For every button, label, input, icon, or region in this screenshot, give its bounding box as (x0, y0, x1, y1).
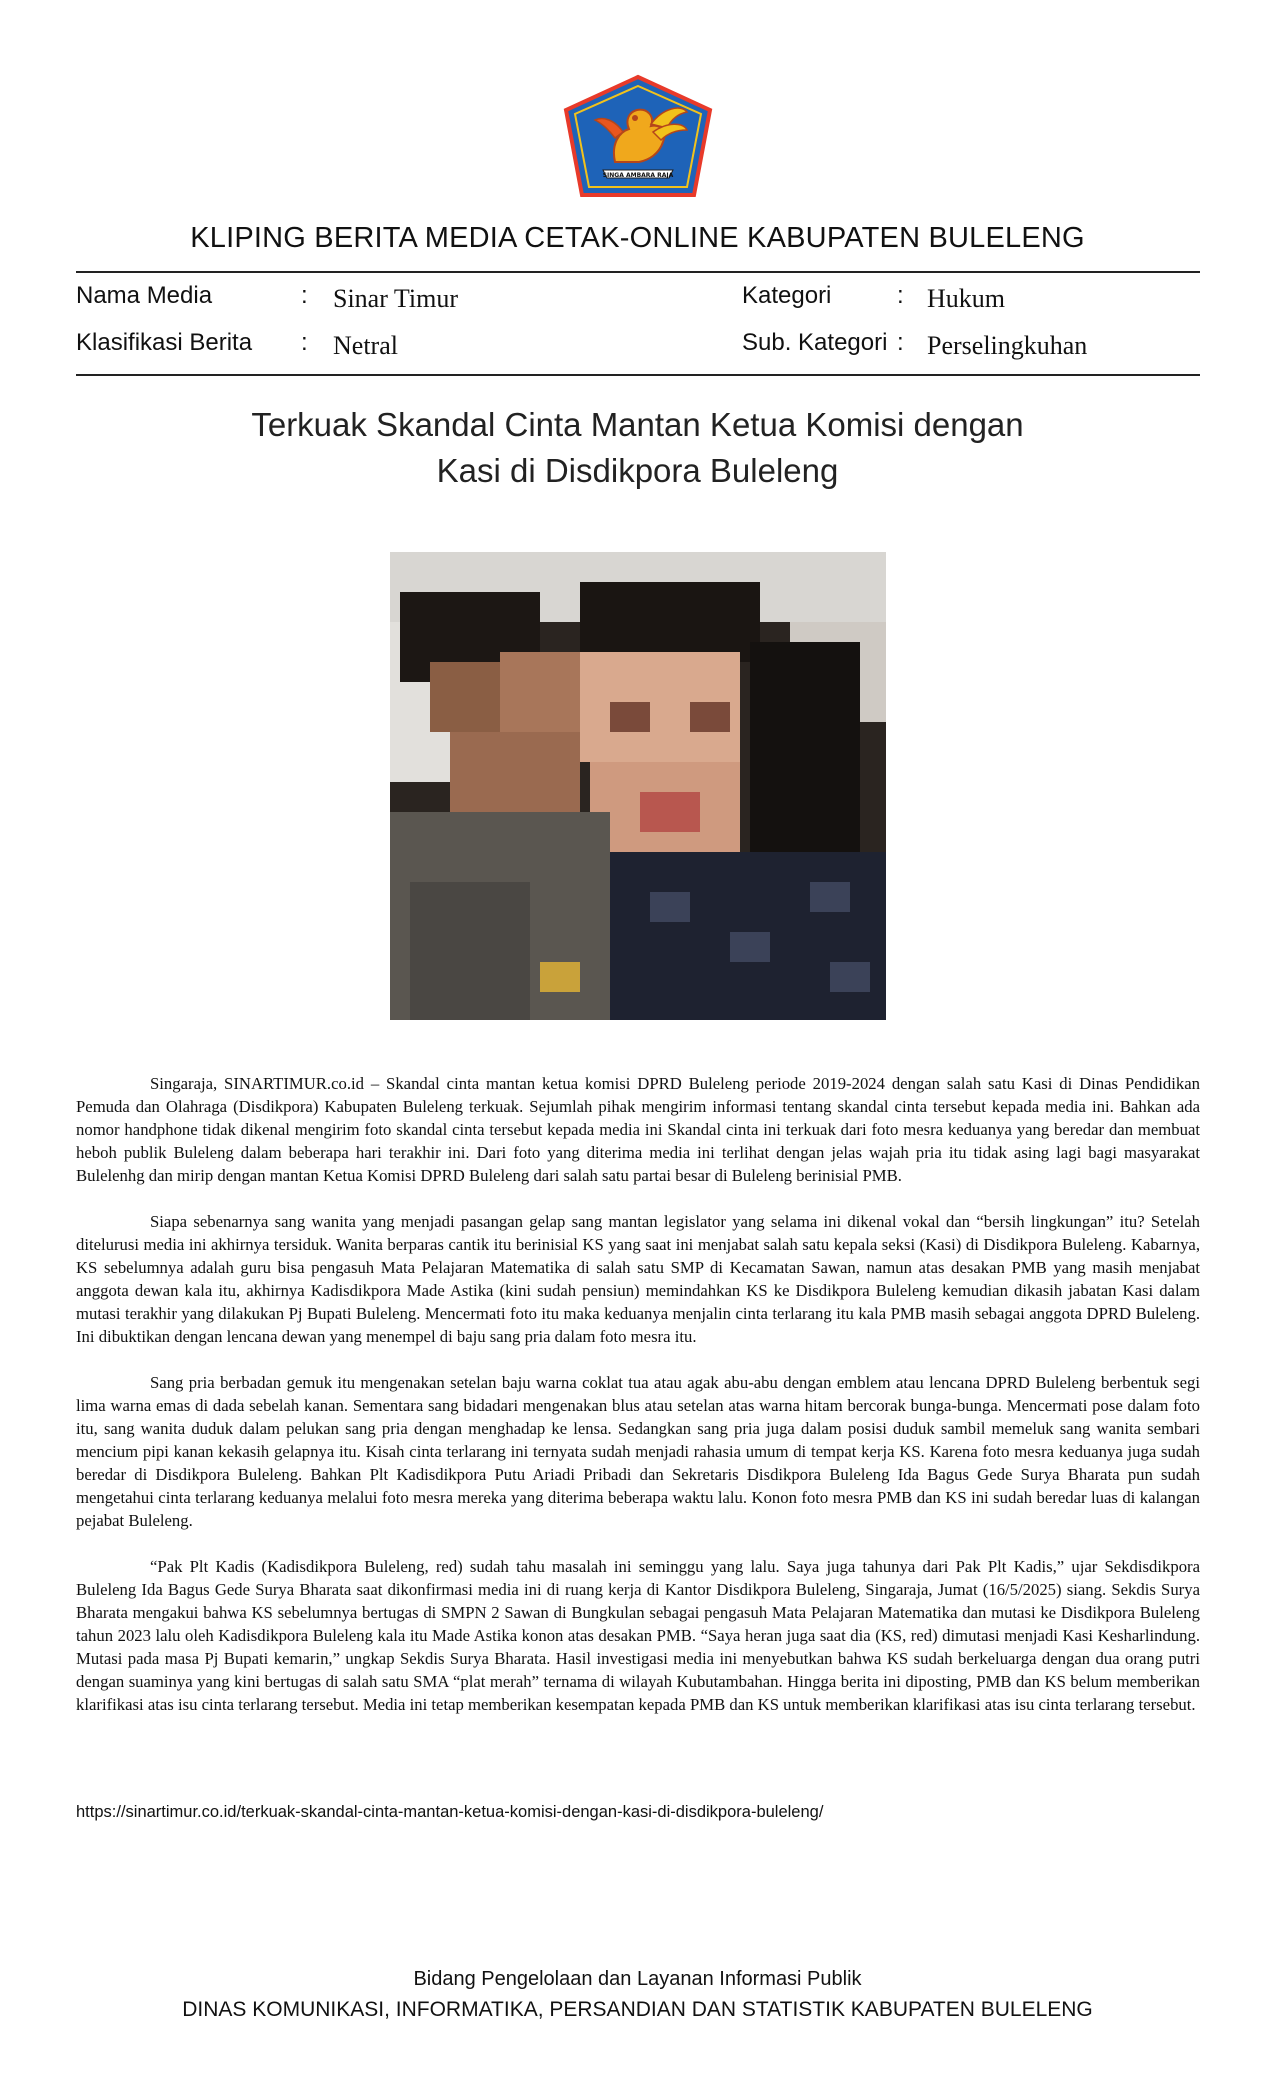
divider-bottom (76, 374, 1200, 376)
subkategori-value: Perselingkuhan (927, 331, 1088, 360)
meta-row-subkategori (742, 329, 1200, 363)
headline (0, 402, 1275, 494)
pixelated-photo (390, 552, 886, 1020)
article-body (76, 1072, 1200, 1739)
kategori-value: Hukum (927, 284, 1005, 313)
colon: : (897, 282, 904, 309)
meta-row-kategori (742, 282, 1200, 316)
article-paragraph: Sang pria berbadan gemuk itu mengenakan setelan baju warna coklat tua atau agak abu-abu dengan emblem atau lencana DPRD Buleleng berbentuk segi lima warna emas di dada sebelah kanan. Sementara sang bidadari mengenakan blus atau setelan atas warna hitam bercorak bunga-bunga. Mencermati pose dalam foto itu, sang wanita duduk dalam pelukan sang pria dengan menghadap ke lensa. Sedangkan sang pria juga dalam posisi duduk sambil memeluk sang wanita sembari mencium pipi kanan kekasih gelapnya itu. Kisah cinta terlarang ini ternyata sudah menjadi rahasia umum di tempat kerja KS. Karena foto mesra keduanya juga sudah beredar di Disdikpora Buleleng. Bahkan Plt Kadisdikpora Putu Ariadi Pribadi dan Sekretaris Disdikpora Buleleng Ida Bagus Gede Surya Bharata pun sudah mengetahui cinta terlarang keduanya melalui foto mesra mereka yang diterima beberapa waktu lalu. Konon foto mesra PMB dan KS ini sudah beredar luas di kalangan pejabat Buleleng. (76, 1373, 1200, 1530)
logo-motto: SINGA AMBARA RAJA (602, 172, 674, 179)
media-value: Sinar Timur (333, 284, 458, 313)
klasifikasi-value: Netral (333, 331, 398, 360)
colon: : (897, 329, 904, 356)
subkategori-label: Sub. Kategori (742, 329, 888, 356)
headline-line-1: Terkuak Skandal Cinta Mantan Ketua Komisi dengan (251, 406, 1024, 443)
article-paragraph: Singaraja, SINARTIMUR.co.id – Skandal cinta mantan ketua komisi DPRD Buleleng periode 2019-2024 dengan salah satu Kasi di Dinas Pendidikan Pemuda dan Olahraga (Disdikpora) Kabupaten Buleleng terkuak. Sejumlah pihak mengirim informasi tentang skandal cinta tersebut kepada media ini. Bahkan ada nomor handphone tidak dikenal mengirim foto skandal cinta tersebut kepada media ini Skandal cinta ini terkuak dari foto mesra keduanya yang beredar dan membuat heboh publik Buleleng dalam beberapa hari terakhir ini. Dari foto yang diterima media ini terlihat dengan jelas wajah pria itu tidak asing lagi bagi masyarakat Bulelenhg dan mirip dengan mantan Ketua Komisi DPRD Buleleng dari salah satu partai besar di Buleleng berinisial PMB. (76, 1074, 1200, 1185)
divider-top (76, 271, 1200, 273)
page-title: KLIPING BERITA MEDIA CETAK-ONLINE KABUPATEN BULELENG (190, 222, 1085, 254)
source-url-link[interactable]: https://sinartimur.co.id/terkuak-skandal-cinta-mantan-ketua-komisi-dengan-kasi-di-disdikpora-buleleng/ (76, 1803, 824, 1821)
meta-row-klasifikasi (76, 329, 676, 363)
footer-department: DINAS KOMUNIKASI, INFORMATIKA, PERSANDIAN DAN STATISTIK KABUPATEN BULELENG (182, 1998, 1093, 2021)
colon: : (301, 329, 308, 356)
headline-line-2: Kasi di Disdikpora Buleleng (436, 452, 839, 489)
colon: : (301, 282, 308, 309)
footer-division: Bidang Pengelolaan dan Layanan Informasi Publik (413, 1968, 862, 1990)
article-paragraph: Siapa sebenarnya sang wanita yang menjadi pasangan gelap sang mantan legislator yang selama ini dikenal vokal dan “bersih lingkungan” itu? Setelah ditelurusi media ini akhirnya tersiduk. Wanita berparas cantik itu berinisial KS yang saat ini menjabat salah satu kepala seksi (Kasi) di Disdikpora Buleleng. Kabarnya, KS sebelumnya adalah guru bisa pengasuh Mata Pelajaran Matematika di salah satu SMP di Kecamatan Sawan, namun atas desakan PMB yang masih menjabat anggota dewan kala itu, akhirnya Kadisdikpora Made Astika (kini sudah pensiun) memindahkan KS ke Disdikpora Buleleng kemudian dikasih jabatan Kasi dalam mutasi terakhir yang dilakukan Pj Bupati Buleleng. Mencermati foto itu maka keduanya menjalin cinta terlarang itu kala PMB masih sebagai anggota DPRD Buleleng. Ini dibuktikan dengan lencana dewan yang menempel di baju sang pria dalam foto mesra itu. (76, 1212, 1200, 1346)
media-label: Nama Media (76, 282, 213, 309)
kategori-label: Kategori (742, 282, 832, 309)
klasifikasi-label: Klasifikasi Berita (76, 329, 253, 356)
article-paragraph: “Pak Plt Kadis (Kadisdikpora Buleleng, red) sudah tahu masalah ini seminggu yang lalu. Saya juga tahunya dari Pak Plt Kadis,” ujar Sekdisdikpora Buleleng Ida Bagus Gede Surya Bharata saat dikonfirmasi media ini di ruang kerja di Kantor Disdikpora Buleleng, Singaraja, Jumat (16/5/2025) siang. Sekdis Surya Bharata mengakui bahwa KS sebelumnya bertugas di SMPN 2 Sawan di Bungkulan sebagai pengasuh Mata Pelajaran Matematika dan mutasi ke Disdikpora Buleleng tahun 2023 lalu oleh Kadisdikpora Buleleng kala itu Made Astika konon atas desakan PMB. “Saya heran juga saat dia (KS, red) dimutasi menjadi Kasi Kesharlindung. Mutasi pada masa Pj Bupati kemarin,” ungkap Sekdis Surya Bharata. Hasil investigasi media ini menyebutkan bahwa KS sudah berkeluarga dengan dua orang putri dengan suaminya yang kini bertugas di salah satu SMA “plat merah” ternama di wilayah Kubutambahan. Hingga berita ini diposting, PMB dan KS belum memberikan klarifikasi atas isu cinta terlarang tersebut. Media ini tetap memberikan kesempatan kepada PMB dan KS untuk memberikan klarifikasi atas isu cinta terlarang tersebut. (76, 1557, 1200, 1714)
singa-ambara-raja-emblem-icon (563, 74, 713, 198)
meta-row-media (76, 282, 676, 316)
